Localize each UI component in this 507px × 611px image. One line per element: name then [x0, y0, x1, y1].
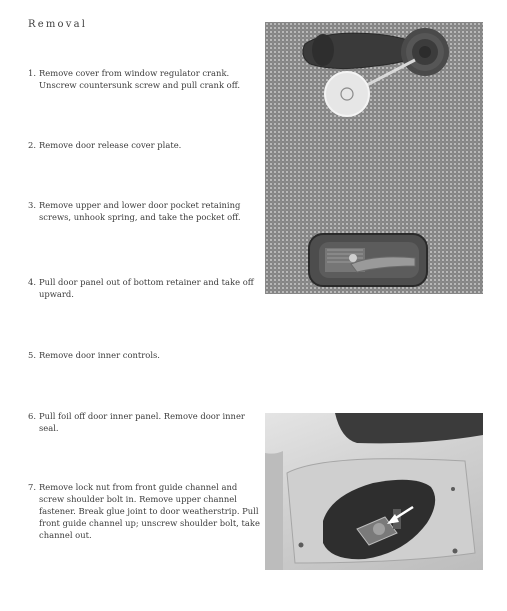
step-1 — [28, 67, 260, 91]
step-number: 5. — [28, 350, 36, 360]
step-6 — [28, 410, 260, 434]
step-number: 6. — [28, 411, 36, 421]
step-5 — [28, 349, 260, 361]
step-text: Pull door panel out of bottom retainer and take off upward. — [39, 277, 254, 299]
step-4 — [28, 276, 260, 300]
step-7 — [28, 481, 260, 541]
step-number: 4. — [28, 277, 36, 287]
step-number: 3. — [28, 200, 36, 210]
step-text: Remove door release cover plate. — [39, 140, 182, 150]
section-title: Removal — [28, 19, 88, 30]
door-panel-photo-drawing — [265, 22, 483, 294]
step-number: 2. — [28, 140, 36, 150]
step-number: 1. — [28, 68, 36, 78]
inner-door-photo-drawing — [265, 413, 483, 570]
step-2 — [28, 139, 260, 151]
step-text: Remove cover from window regulator crank. Unscrew countersunk screw and pull crank off. — [39, 68, 241, 90]
step-3 — [28, 199, 260, 223]
step-text: Remove upper and lower door pocket retaining screws, unhook spring, and take the pocket off. — [39, 200, 241, 222]
step-text: Remove lock nut from front guide channel and screw shoulder bolt in. Remove upper channel fastener. Break glue joint to door weatherstrip. Pull front guide channel up; unscrew shoulder bolt, take channel out. — [39, 482, 260, 540]
door-panel-photo — [265, 22, 483, 294]
step-number: 7. — [28, 482, 36, 492]
inner-door-photo — [265, 413, 483, 570]
step-text: Pull foil off door inner panel. Remove door inner seal. — [39, 411, 245, 433]
step-text: Remove door inner controls. — [39, 350, 160, 360]
